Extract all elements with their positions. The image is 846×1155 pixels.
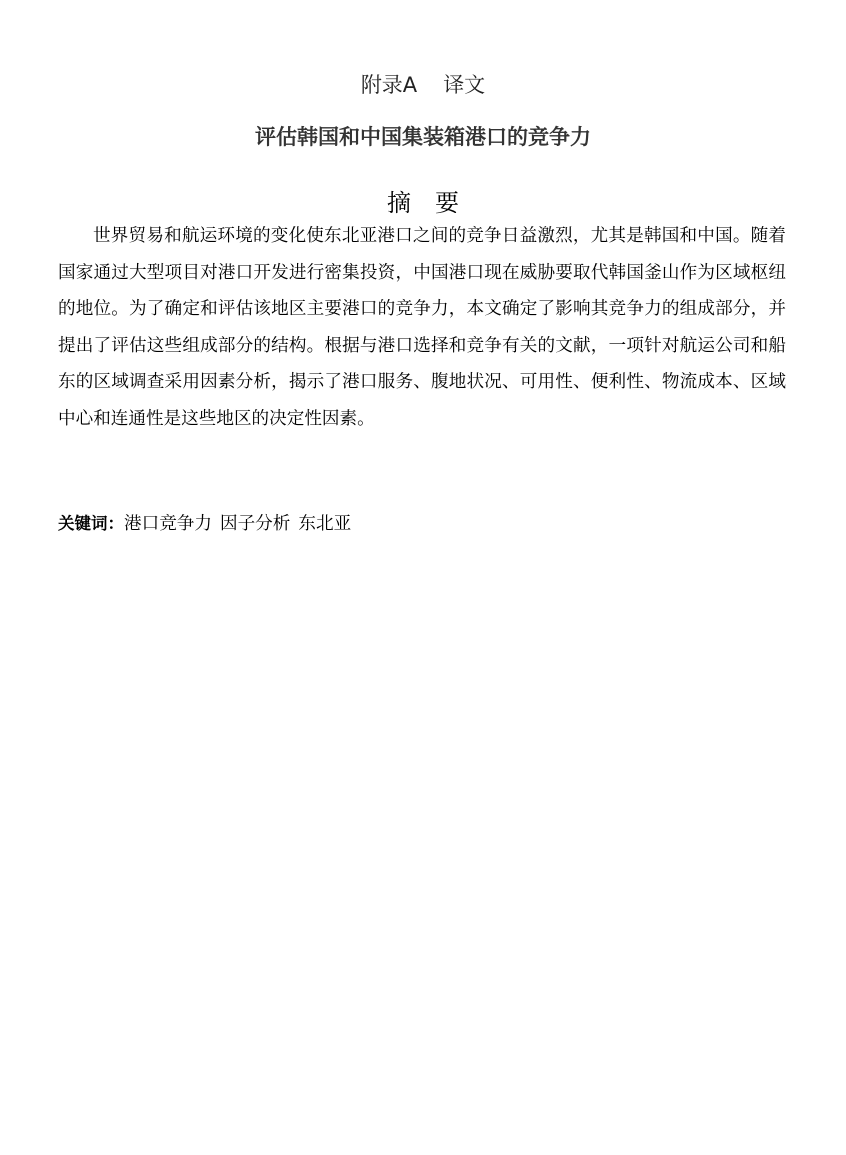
- keywords-label: 关键词：: [58, 514, 124, 533]
- abstract-heading: 摘要: [387, 189, 483, 217]
- keyword-item: 因子分析: [219, 514, 291, 534]
- keywords-line: [58, 510, 786, 538]
- appendix-name: 译文: [443, 73, 486, 97]
- abstract-body: 世界贸易和航运环境的变化使东北亚港口之间的竞争日益激烈，尤其是韩国和中国。随着国家通过大型项目对港口开发进行密集投资，中国港口现在威胁要取代韩国釜山作为区域枢纽的地位。为了确定和评估该地区主要港口的竞争力，本文确定了影响其竞争力的组成部分，并提出了评估这些组成部分的结构。根据与港口选择和竞争有关的文献，一项针对航运公司和船东的区域调查采用因素分析，揭示了港口服务、腹地状况、可用性、便利性、物流成本、区域中心和连通性是这些地区的决定性因素。: [58, 226, 786, 429]
- keyword-item: 东北亚: [298, 514, 352, 534]
- appendix-label: 附录A: [360, 73, 418, 97]
- appendix-title: [0, 70, 846, 100]
- keyword-item: 港口竞争力: [124, 514, 212, 534]
- paper-title: 评估韩国和中国集装箱港口的竞争力: [255, 125, 591, 149]
